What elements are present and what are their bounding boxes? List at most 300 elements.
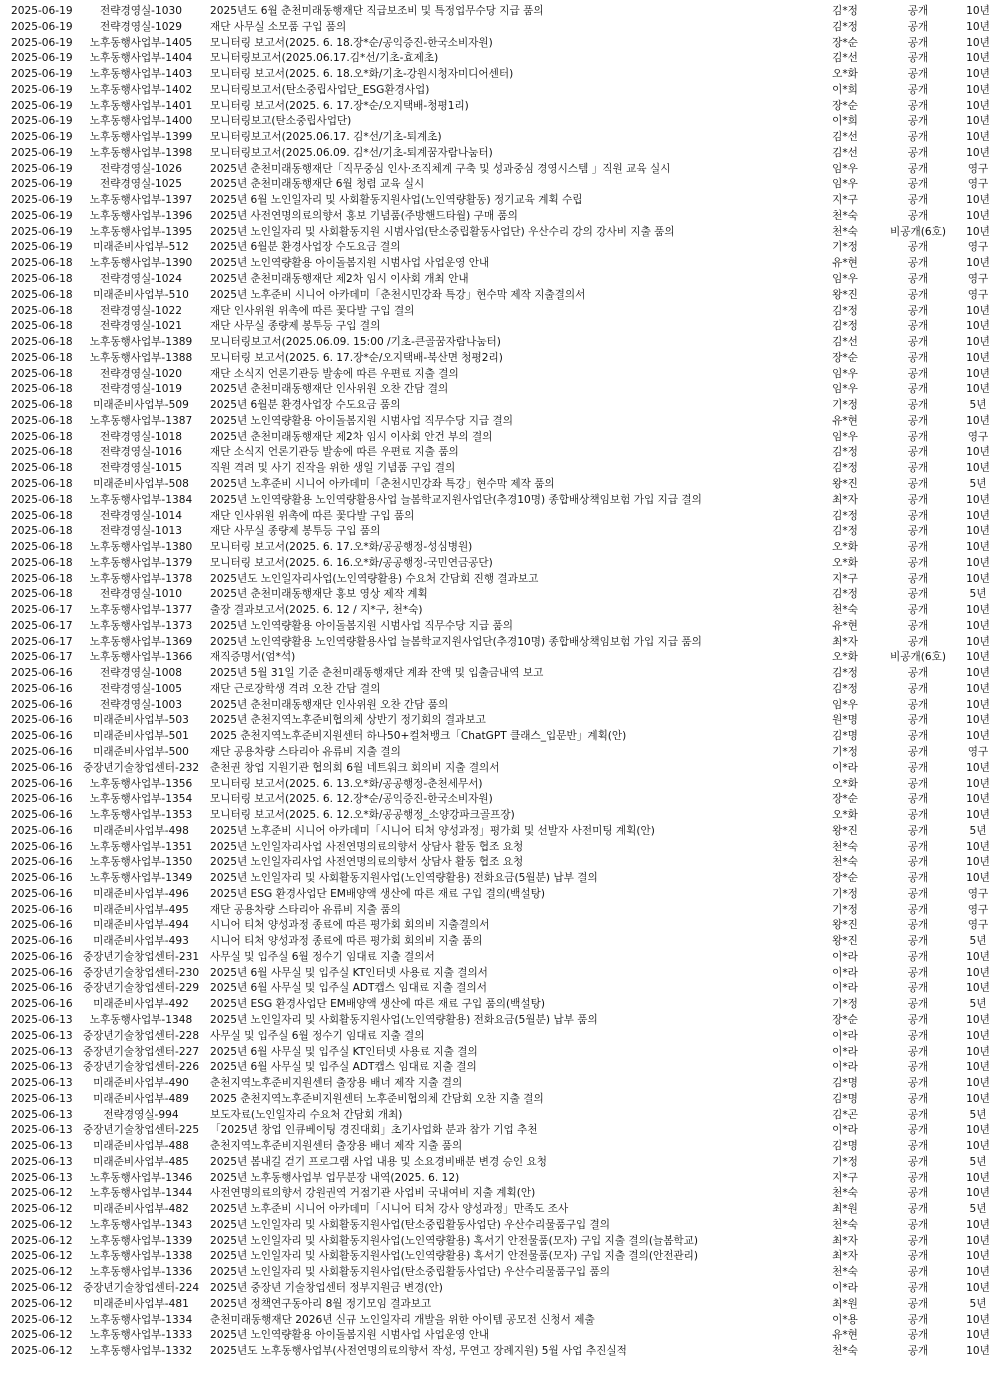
row-disclosure: 공개 <box>907 1077 929 1090</box>
row-title[interactable]: 2025년 춘천미래동행재단 홍보 영상 제작 계획 <box>210 588 428 601</box>
table-row[interactable] <box>0 1013 1000 1029</box>
row-title[interactable]: 2025년 춘천미래동행재단 제2차 임시 이사회 개최 안내 <box>210 273 469 286</box>
row-disclosure: 공개 <box>907 1092 929 1105</box>
row-doc-number: 전략경영실-1030 <box>100 5 182 17</box>
row-author: 김*정 <box>832 446 858 459</box>
table-row[interactable] <box>0 556 1000 572</box>
table-row[interactable] <box>0 1218 1000 1234</box>
row-date: 2025-06-19 <box>11 241 73 254</box>
row-disclosure: 공개 <box>907 588 929 601</box>
table-row[interactable] <box>0 67 1000 83</box>
row-retention: 10년 <box>966 1234 990 1247</box>
row-author: 이*라 <box>832 1061 858 1074</box>
row-title[interactable]: 2025년 노인일자리 및 사회활동지원사업(탄소중립활동사업단) 우산수리물품구입 결의 <box>210 1218 611 1231</box>
row-title[interactable]: 2025년도 노후동행사업부(사전연명의료의향서 작성, 무연고 장례지원) 5월 사업 추진실적 <box>210 1345 627 1358</box>
table-row[interactable] <box>0 398 1000 414</box>
row-date: 2025-06-16 <box>11 682 73 695</box>
row-author: 최*원 <box>832 1203 858 1216</box>
table-row[interactable] <box>0 351 1000 367</box>
table-row[interactable] <box>0 1155 1000 1171</box>
row-author: 왕*진 <box>832 824 858 837</box>
row-disclosure: 공개 <box>907 209 929 222</box>
row-retention: 10년 <box>966 225 990 238</box>
row-disclosure: 공개 <box>907 115 929 128</box>
table-row[interactable] <box>0 209 1000 225</box>
row-title[interactable]: 2025년 6월 사무실 및 입주실 ADT캡스 임대료 지출 결의서 <box>210 982 487 995</box>
row-author: 유*현 <box>832 619 858 632</box>
row-title[interactable]: 2025년 노후준비 시니어 아카데미「춘천시민강좌 특강」현수막 제작 품의 <box>210 477 555 490</box>
row-author: 김*선 <box>832 131 858 144</box>
table-row[interactable] <box>0 682 1000 698</box>
row-title[interactable]: 2025년도 6월 춘천미래동행재단 직급보조비 및 특정업무수당 지급 품의 <box>210 5 544 17</box>
row-title[interactable]: 시니어 티처 양성과정 종료에 따른 평가회 회의비 지출결의서 <box>210 919 490 932</box>
row-title[interactable]: 2025년 노인일자리 및 사회활동지원사업(노인역량활용) 혹서기 안전물품(모자) 구입 지출 결의(안전관리) <box>210 1250 699 1263</box>
row-retention: 5년 <box>969 935 987 948</box>
row-disclosure: 공개 <box>907 793 929 806</box>
table-row[interactable] <box>0 761 1000 777</box>
row-title[interactable]: 2025년 노인역량활용 아이돌봄지원 시범사업 사업운영 안내 <box>210 1329 490 1342</box>
row-title[interactable]: 2025년 노후준비 시니어 아카데미「춘천시민강좌 특강」현수막 제작 지출결의서 <box>210 288 586 301</box>
row-doc-number: 중장년기술창업센터-224 <box>82 1282 200 1295</box>
row-date: 2025-06-16 <box>11 667 73 680</box>
row-author: 이*라 <box>832 982 858 995</box>
table-row[interactable] <box>0 1108 1000 1124</box>
table-row[interactable] <box>0 382 1000 398</box>
table-row[interactable] <box>0 445 1000 461</box>
row-title[interactable]: 재단 소식지 언론기관등 발송에 따른 우편료 지출 품의 <box>210 446 459 459</box>
table-row[interactable] <box>0 414 1000 430</box>
row-author: 기*정 <box>832 241 858 254</box>
row-title[interactable]: 재단 공용차량 스타리아 유류비 지출 품의 <box>210 903 401 916</box>
row-title[interactable]: 2025년 노인일자리 및 사회활동지원 시범사업(탄소중립활동사업단) 우산수리 강의 강사비 지출 품의 <box>210 225 675 238</box>
table-row[interactable] <box>0 4 1000 20</box>
row-title[interactable]: 2025년 춘천미래동행재단 6월 청렴 교육 실시 <box>210 178 425 191</box>
row-title[interactable]: 2025년 춘천미래동행재단 인사위원 오찬 간담 결의 <box>210 383 449 396</box>
row-title[interactable]: 2025년 노인일자리 및 사회활동지원사업(노인역량활용) 전화요금(5월분) 납부 품의 <box>210 1014 598 1026</box>
table-row[interactable] <box>0 572 1000 588</box>
row-title[interactable]: 시니어 티처 양성과정 종료에 따른 평가회 회의비 지출 품의 <box>210 935 483 948</box>
row-title[interactable]: 2025년 ESG 환경사업단 EM배양액 생산에 따른 재료 구입 품의(백설탕) <box>210 998 545 1011</box>
table-row[interactable] <box>0 903 1000 919</box>
table-row[interactable] <box>0 871 1000 887</box>
row-disclosure: 공개 <box>907 257 929 270</box>
row-title[interactable]: 모니터링 보고서(2025. 6. 16.오*화/공공행정-국민연금공단) <box>210 556 493 569</box>
table-row[interactable] <box>0 430 1000 446</box>
row-date: 2025-06-18 <box>11 414 73 427</box>
row-title[interactable]: 재단 소식지 언론기관등 발송에 따른 우편료 지출 결의 <box>210 367 459 380</box>
table-row[interactable] <box>0 1060 1000 1076</box>
row-author: 기*정 <box>832 903 858 916</box>
table-row[interactable] <box>0 1029 1000 1045</box>
row-disclosure: 공개 <box>907 761 929 774</box>
row-title[interactable]: 2025년 노인일자리사업 사전연명의료의향서 상담사 활동 협조 요청 <box>210 856 524 869</box>
table-row[interactable] <box>0 1297 1000 1313</box>
table-row[interactable] <box>0 240 1000 256</box>
row-title[interactable]: 2025년 노인일자리 및 사회활동지원사업(노인역량활용) 혹서기 안전물품(모자) 구입 지출 결의(늘봄학교) <box>210 1234 699 1247</box>
row-retention: 10년 <box>966 635 990 648</box>
table-row[interactable] <box>0 587 1000 603</box>
table-row[interactable] <box>0 650 1000 666</box>
row-title[interactable]: 2025년 노인일자리사업 사전연명의료의향서 상담사 활동 협조 요청 <box>210 840 524 853</box>
row-author: 기*정 <box>832 1155 858 1168</box>
row-title[interactable]: 2025년 노후준비 시니어 아카데미「시니어 티처 강사 양성과정」만족도 조사 <box>210 1203 569 1216</box>
row-author: 김*정 <box>832 5 858 17</box>
row-disclosure: 공개 <box>907 714 929 727</box>
row-title[interactable]: 2025 춘천지역노후준비지원센터 노후준비협의체 간담회 오찬 지출 결의 <box>210 1092 544 1105</box>
row-disclosure: 공개 <box>907 1266 929 1279</box>
row-title[interactable]: 2025년 춘천미래동행재단 인사위원 오찬 간담 품의 <box>210 698 449 711</box>
table-row[interactable] <box>0 635 1000 651</box>
table-row[interactable] <box>0 20 1000 36</box>
row-doc-number: 미래준비사업부-510 <box>93 288 189 301</box>
row-date: 2025-06-16 <box>11 761 73 774</box>
table-row[interactable] <box>0 619 1000 635</box>
row-title[interactable]: 재단 인사위원 위촉에 따른 꽃다발 구입 결의 <box>210 304 415 317</box>
row-author: 천*숙 <box>832 1345 858 1358</box>
row-retention: 10년 <box>966 68 990 81</box>
table-row[interactable] <box>0 51 1000 67</box>
table-row[interactable] <box>0 1202 1000 1218</box>
table-row[interactable] <box>0 997 1000 1013</box>
row-doc-number: 노후동행사업부-1354 <box>89 793 193 806</box>
row-retention: 10년 <box>966 761 990 774</box>
row-title[interactable]: 사전연명의료의향서 강원권역 거점기관 사업비 국내여비 지출 계획(안) <box>210 1187 536 1200</box>
table-row[interactable] <box>0 777 1000 793</box>
row-date: 2025-06-13 <box>11 1077 73 1090</box>
row-author: 장*순 <box>832 351 858 364</box>
table-row[interactable] <box>0 319 1000 335</box>
row-retention: 10년 <box>966 840 990 853</box>
row-retention: 10년 <box>966 257 990 270</box>
row-retention: 10년 <box>966 367 990 380</box>
row-title[interactable]: 모니터링보고서(2025.06.09. 15:00 /기초-큰골꿈자람나눔터) <box>210 336 501 349</box>
table-row[interactable] <box>0 524 1000 540</box>
row-title[interactable]: 모니터링 보고서(2025. 6. 17.오*화/공공행정-성심병원) <box>210 541 473 554</box>
row-author: 천*숙 <box>832 1187 858 1200</box>
table-row[interactable] <box>0 1092 1000 1108</box>
row-retention: 영구 <box>967 745 989 758</box>
table-row[interactable] <box>0 493 1000 509</box>
row-title[interactable]: 사무실 및 입주실 6월 정수기 임대료 지출 결의 <box>210 1029 425 1042</box>
row-disclosure: 공개 <box>907 178 929 191</box>
row-disclosure: 공개 <box>907 982 929 995</box>
row-title[interactable]: 2025년 6월 사무실 및 입주실 ADT캡스 임대료 지출 결의 <box>210 1061 477 1074</box>
table-row[interactable] <box>0 146 1000 162</box>
row-date: 2025-06-16 <box>11 840 73 853</box>
row-author: 이*라 <box>832 1124 858 1137</box>
row-disclosure: 비공개(6호) <box>890 651 946 664</box>
row-disclosure: 공개 <box>907 1155 929 1168</box>
table-row[interactable] <box>0 99 1000 115</box>
table-row[interactable] <box>0 225 1000 241</box>
row-doc-number: 전략경영실-1019 <box>100 383 182 396</box>
table-row[interactable] <box>0 934 1000 950</box>
row-retention: 10년 <box>966 777 990 790</box>
row-author: 지*구 <box>832 1171 858 1184</box>
row-date: 2025-06-19 <box>11 115 73 128</box>
row-title[interactable]: 2025년 정책연구동아리 8월 정기모임 결과보고 <box>210 1297 432 1310</box>
row-title[interactable]: 2025년 6월분 환경사업장 수도요금 결의 <box>210 241 401 254</box>
row-retention: 10년 <box>966 115 990 128</box>
row-author: 임*우 <box>832 178 858 191</box>
row-title[interactable]: 재단 사무실 종량제 봉투등 구입 품의 <box>210 525 381 538</box>
row-doc-number: 전략경영실-1013 <box>100 525 182 538</box>
row-disclosure: 공개 <box>907 162 929 175</box>
row-doc-number: 노후동행사업부-1338 <box>89 1250 193 1263</box>
table-row[interactable] <box>0 824 1000 840</box>
row-retention: 10년 <box>966 493 990 506</box>
table-row[interactable] <box>0 745 1000 761</box>
row-title[interactable]: 2025년 춘천미래동행재단「직무중심 인사·조직체계 구축 및 성과중심 경영시스템 」직원 교육 실시 <box>210 162 671 175</box>
row-title[interactable]: 모니터링 보고서(2025. 6. 17.장*순/오지택배-청평1리) <box>210 99 469 112</box>
table-row[interactable] <box>0 981 1000 997</box>
row-doc-number: 노후동행사업부-1404 <box>89 52 193 65</box>
row-doc-number: 노후동행사업부-1400 <box>89 115 193 128</box>
row-disclosure: 공개 <box>907 446 929 459</box>
row-title[interactable]: 모니터링 보고서(2025. 6. 18.장*순/공익증진-한국소비자원) <box>210 36 493 49</box>
row-doc-number: 미래준비사업부-508 <box>93 477 189 490</box>
row-disclosure: 공개 <box>907 20 929 33</box>
table-row[interactable] <box>0 114 1000 130</box>
row-date: 2025-06-18 <box>11 399 73 412</box>
row-retention: 5년 <box>969 824 987 837</box>
row-title[interactable]: 2025년 노인역량활용 아이돌봄지원 시범사업 직무수당 지급 결의 <box>210 414 514 427</box>
row-disclosure: 공개 <box>907 509 929 522</box>
table-row[interactable] <box>0 288 1000 304</box>
row-title[interactable]: 2025년 춘천미래동행재단 제2차 임시 이사회 안건 부의 결의 <box>210 430 493 443</box>
row-date: 2025-06-12 <box>11 1266 73 1279</box>
row-author: 이*라 <box>832 966 858 979</box>
table-row[interactable] <box>0 83 1000 99</box>
table-row[interactable] <box>0 256 1000 272</box>
table-row[interactable] <box>0 461 1000 477</box>
row-disclosure: 공개 <box>907 777 929 790</box>
table-row[interactable] <box>0 177 1000 193</box>
row-disclosure: 공개 <box>907 336 929 349</box>
row-title[interactable]: 2025년 5월 31일 기준 춘천미래동행재단 계좌 잔액 및 입출금내역 보고 <box>210 667 544 680</box>
table-row[interactable] <box>0 1045 1000 1061</box>
row-title[interactable]: 2025년 6월 사무실 및 입주실 KT인터넷 사용료 지출 결의서 <box>210 966 488 979</box>
table-row[interactable] <box>0 477 1000 493</box>
row-title[interactable]: 모니터링보고(탄소중립사업단) <box>210 115 352 128</box>
row-title[interactable]: 모니터링 보고서(2025. 6. 13.오*화/공공행정-춘천세무서) <box>210 777 483 790</box>
table-row[interactable] <box>0 1234 1000 1250</box>
table-row[interactable] <box>0 887 1000 903</box>
table-row[interactable] <box>0 367 1000 383</box>
row-date: 2025-06-19 <box>11 36 73 49</box>
table-row[interactable] <box>0 335 1000 351</box>
row-retention: 10년 <box>966 414 990 427</box>
row-retention: 5년 <box>969 399 987 412</box>
row-date: 2025-06-16 <box>11 714 73 727</box>
row-disclosure: 공개 <box>907 935 929 948</box>
row-doc-number: 중장년기술창업센터-230 <box>82 966 200 979</box>
row-doc-number: 중장년기술창업센터-229 <box>82 982 200 995</box>
row-title[interactable]: 춘천지역노후준비지원센터 출장용 배너 제작 지출 품의 <box>210 1140 463 1153</box>
row-author: 김*정 <box>832 320 858 333</box>
row-title[interactable]: 2025년 6월 사무실 및 입주실 KT인터넷 사용료 지출 결의 <box>210 1045 478 1058</box>
row-date: 2025-06-12 <box>11 1218 73 1231</box>
row-title[interactable]: 2025년 6월분 환경사업장 수도요금 품의 <box>210 399 401 412</box>
row-title[interactable]: 직원 격려 및 사기 진작을 위한 생일 기념품 구입 결의 <box>210 462 456 475</box>
row-disclosure: 공개 <box>907 68 929 81</box>
table-row[interactable] <box>0 304 1000 320</box>
table-row[interactable] <box>0 729 1000 745</box>
row-title[interactable]: 모니터링 보고서(2025. 6. 17.장*순/오지택배-북산면 청평2리) <box>210 351 503 364</box>
table-row[interactable] <box>0 918 1000 934</box>
row-retention: 10년 <box>966 509 990 522</box>
table-row[interactable] <box>0 1265 1000 1281</box>
table-row[interactable] <box>0 193 1000 209</box>
row-title[interactable]: 2025년도 노인일자리사업(노인역량활용) 수요처 간담회 진행 결과보고 <box>210 572 539 585</box>
row-title[interactable]: 춘천지역노후준비지원센터 출장용 배너 제작 지출 결의 <box>210 1077 463 1090</box>
row-date: 2025-06-19 <box>11 99 73 112</box>
row-doc-number: 노후동행사업부-1398 <box>89 146 193 159</box>
row-disclosure: 공개 <box>907 1203 929 1216</box>
row-retention: 10년 <box>966 809 990 822</box>
row-title[interactable]: 모니터링 보고서(2025. 6. 12.오*화/공공행정_소양강파크골프장) <box>210 809 515 822</box>
row-title[interactable]: 2025년 노인역량활용 노인역량활용사업 늘봄학교지원사업단(추경10명) 종합배상책임보험 가입 지급 결의 <box>210 493 702 506</box>
row-title[interactable]: 춘천미래동행재단 2026년 신규 노인일자리 개발을 위한 아이템 공모전 신청서 제출 <box>210 1313 595 1326</box>
table-row[interactable] <box>0 1281 1000 1297</box>
row-date: 2025-06-19 <box>11 83 73 96</box>
row-retention: 영구 <box>967 887 989 900</box>
row-title[interactable]: 2025년 노인역량활용 아이돌봄지원 시범사업 사업운영 안내 <box>210 257 490 270</box>
row-title[interactable]: 출장 결과보고서(2025. 6. 12 / 지*구, 천*숙) <box>210 604 423 617</box>
row-retention: 10년 <box>966 651 990 664</box>
row-title[interactable]: 모니터링보고서(2025.06.17.김*선/기초-효제초) <box>210 52 439 65</box>
row-date: 2025-06-18 <box>11 462 73 475</box>
table-row[interactable] <box>0 792 1000 808</box>
row-title[interactable]: 재단 공용차량 스타리아 유류비 지출 결의 <box>210 745 401 758</box>
table-row[interactable] <box>0 162 1000 178</box>
row-title[interactable]: 재단 사무실 소모품 구입 품의 <box>210 20 347 33</box>
row-author: 장*순 <box>832 36 858 49</box>
row-author: 왕*진 <box>832 935 858 948</box>
row-date: 2025-06-18 <box>11 351 73 364</box>
row-title[interactable]: 2025년 노인역량활용 아이돌봄지원 시범사업 직무수당 지급 품의 <box>210 619 514 632</box>
row-title[interactable]: 2025년 사전연명의료의향서 홍보 기념품(주방핸드타월) 구매 품의 <box>210 209 518 222</box>
row-doc-number: 미래준비사업부-492 <box>93 998 189 1011</box>
row-title[interactable]: 2025년 봄내길 걷기 프로그램 사업 내용 및 소요경비배분 변경 승인 요청 <box>210 1155 547 1168</box>
row-date: 2025-06-12 <box>11 1345 73 1358</box>
row-title[interactable]: 모니터링보고서(2025.06.17. 김*선/기초-퇴계초) <box>210 131 442 144</box>
row-title[interactable]: 2025년 노인역량활용 노인역량활용사업 늘봄학교지원사업단(추경10명) 종합배상책임보험 가입 지급 품의 <box>210 635 702 648</box>
row-disclosure: 공개 <box>907 477 929 490</box>
row-retention: 10년 <box>966 1029 990 1042</box>
table-row[interactable] <box>0 808 1000 824</box>
row-disclosure: 공개 <box>907 288 929 301</box>
row-author: 천*숙 <box>832 225 858 238</box>
row-title[interactable]: 재단 사무실 종량제 봉투등 구입 결의 <box>210 320 381 333</box>
table-row[interactable] <box>0 540 1000 556</box>
row-author: 김*정 <box>832 462 858 475</box>
row-title[interactable]: 모니터링보고서(탄소중립사업단_ESG환경사업) <box>210 83 430 96</box>
row-title[interactable]: 2025년 노후준비 시니어 아카데미「시니어 티처 양성과정」평가회 및 선발자 사전미팅 계획(안) <box>210 824 655 837</box>
table-row[interactable] <box>0 130 1000 146</box>
table-row[interactable] <box>0 1313 1000 1329</box>
table-row[interactable] <box>0 509 1000 525</box>
row-title[interactable]: 사무실 및 입주실 6월 정수기 임대료 지출 결의서 <box>210 950 435 963</box>
row-date: 2025-06-18 <box>11 572 73 585</box>
row-author: 유*현 <box>832 1329 858 1342</box>
table-row[interactable] <box>0 950 1000 966</box>
row-disclosure: 공개 <box>907 131 929 144</box>
row-title[interactable]: 2025년 6월 노인일자리 및 사회활동지원사업(노인역량활동) 정기교육 계획 수립 <box>210 194 583 207</box>
table-row[interactable] <box>0 666 1000 682</box>
row-retention: 10년 <box>966 5 990 17</box>
row-author: 이*라 <box>832 1282 858 1295</box>
table-row[interactable] <box>0 1344 1000 1360</box>
row-date: 2025-06-19 <box>11 209 73 222</box>
row-retention: 10년 <box>966 36 990 49</box>
row-disclosure: 공개 <box>907 950 929 963</box>
row-title[interactable]: 재직증명서(엄*석) <box>210 651 296 664</box>
row-title[interactable]: 「2025년 창업 인큐베이팅 경진대회」초기사업화 분과 참가 기업 추천 <box>210 1124 538 1137</box>
table-row[interactable] <box>0 603 1000 619</box>
row-title[interactable]: 모니터링보고서(2025.06.09. 김*선/기초-퇴계꿈자람나눔터) <box>210 146 493 159</box>
table-row[interactable] <box>0 1123 1000 1139</box>
row-title[interactable]: 재단 인사위원 위촉에 따른 꽃다발 구입 품의 <box>210 509 415 522</box>
row-doc-number: 미래준비사업부-496 <box>93 887 189 900</box>
row-disclosure: 공개 <box>907 399 929 412</box>
row-title[interactable]: 보도자료(노인일자리 수요처 간담회 개최) <box>210 1108 403 1121</box>
table-row[interactable] <box>0 1328 1000 1344</box>
table-row[interactable] <box>0 1171 1000 1187</box>
row-disclosure: 공개 <box>907 99 929 112</box>
row-author: 유*현 <box>832 257 858 270</box>
row-date: 2025-06-12 <box>11 1313 73 1326</box>
table-row[interactable] <box>0 1076 1000 1092</box>
row-doc-number: 노후동행사업부-1384 <box>89 493 193 506</box>
table-row[interactable] <box>0 1139 1000 1155</box>
row-title[interactable]: 2025년 ESG 환경사업단 EM배양액 생산에 따른 재료 구입 결의(백설탕) <box>210 887 545 900</box>
row-date: 2025-06-16 <box>11 966 73 979</box>
row-doc-number: 노후동행사업부-1388 <box>89 351 193 364</box>
row-title[interactable]: 2025년 노인일자리 및 사회활동지원사업(노인역량활용) 전화요금(5월분) 납부 결의 <box>210 872 598 885</box>
row-retention: 10년 <box>966 793 990 806</box>
row-title[interactable]: 모니터링 보고서(2025. 6. 12.장*순/공익증진-한국소비자원) <box>210 793 493 806</box>
row-author: 천*숙 <box>832 209 858 222</box>
table-row[interactable] <box>0 1186 1000 1202</box>
row-disclosure: 공개 <box>907 194 929 207</box>
table-row[interactable] <box>0 698 1000 714</box>
row-doc-number: 전략경영실-1016 <box>100 446 182 459</box>
row-title[interactable]: 2025년 중장년 기술창업센터 정부지원금 변경(안) <box>210 1282 443 1295</box>
row-title[interactable]: 재단 근로장학생 격려 오찬 간담 결의 <box>210 682 381 695</box>
row-title[interactable]: 춘천권 창업 지원기관 협의회 6월 네트워크 회의비 지출 결의서 <box>210 761 500 774</box>
table-row[interactable] <box>0 966 1000 982</box>
row-title[interactable]: 2025년 춘천지역노후준비협의체 상반기 정기회의 결과보고 <box>210 714 486 727</box>
table-row[interactable] <box>0 855 1000 871</box>
row-title[interactable]: 2025년 노인일자리 및 사회활동지원사업(탄소중립활동사업단) 우산수리물품구입 품의 <box>210 1266 611 1279</box>
table-row[interactable] <box>0 1249 1000 1265</box>
row-author: 김*정 <box>832 667 858 680</box>
row-title[interactable]: 2025년 노후동행사업부 업무분장 내역(2025. 6. 12) <box>210 1171 460 1184</box>
row-title[interactable]: 2025 춘천지역노후준비지원센터 하나50+컬처뱅크「ChatGPT 클래스_입문반」계획(안) <box>210 730 627 743</box>
table-row[interactable] <box>0 36 1000 52</box>
row-date: 2025-06-19 <box>11 68 73 81</box>
table-row[interactable] <box>0 840 1000 856</box>
row-doc-number: 노후동행사업부-1353 <box>89 809 193 822</box>
row-author: 이*용 <box>832 1313 858 1326</box>
table-row[interactable] <box>0 272 1000 288</box>
row-disclosure: 공개 <box>907 1124 929 1137</box>
row-title[interactable]: 모니터링 보고서(2025. 6. 18.오*화/기초-강원시청자미디어센터) <box>210 68 514 81</box>
table-row[interactable] <box>0 713 1000 729</box>
row-disclosure: 공개 <box>907 1250 929 1263</box>
row-disclosure: 공개 <box>907 1313 929 1326</box>
